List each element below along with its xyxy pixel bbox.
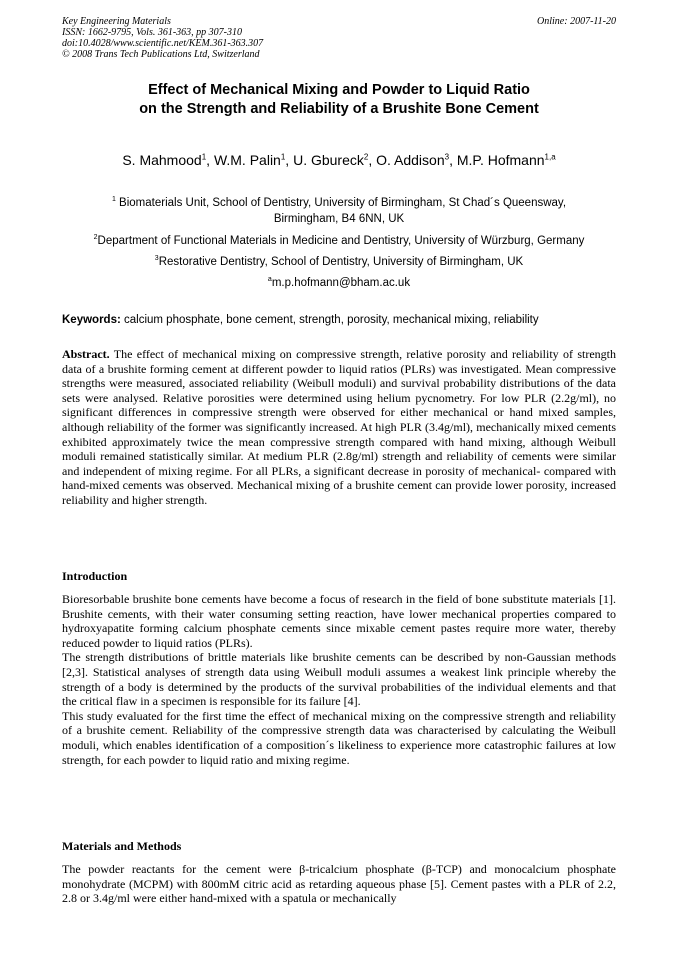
- keywords-text: calcium phosphate, bone cement, strength, porosity, mechanical mixing, reliability: [120, 314, 539, 326]
- affiliation-3: $^3$Restorative Dentistry, School of Dentistry, University of Birmingham, UK: [154, 255, 524, 268]
- author: M.P. Hofmann$^{1,a}$: [456, 152, 556, 168]
- affiliation-2: $^2$Department of Functional Materials in Medicine and Dentistry, University of Würzburg, Germany: [93, 234, 585, 247]
- keywords: [62, 313, 616, 327]
- section-heading-methods: Materials and Methods: [62, 839, 182, 853]
- abstract: [62, 347, 616, 508]
- corresponding-email: $^a$m.p.hofmann@bham.ac.uk: [267, 276, 411, 289]
- methods-body: [62, 862, 616, 906]
- author: S. Mahmood$^1$,: [122, 152, 214, 168]
- paragraph: Bioresorbable brushite bone cements have become a focus of research in the field of bone substitute materials [1]. Brushite cements, with their water consuming setting reaction, have lower mechanical properties compared to hydroxyapatite forming calcium phosphate cements since mixable cement pastes require more water, thereby reduced powder to liquid ratios (PLRs).: [62, 592, 616, 650]
- paragraph: The strength distributions of brittle materials like brushite cements can be described by non-Gaussian methods [2,3]. Statistical analyses of strength data using Weibull moduli assumes a weakest link principle whereby the strength of a body is determined by the products of the survival probabilities of the individual elements and that the critical flaw in a specimen is responsible for its failure [4].: [62, 650, 616, 709]
- paragraph: The powder reactants for the cement were β-tricalcium phosphate (β-TCP) and monocalcium phosphate monohydrate (MCPM) with 800mM citric acid as retarding aqueous phase [5]. Cement pastes with a PLR of 2.2, 2.8 or 3.4g/ml were either hand-mixed with a spatula or mechanically: [62, 862, 616, 906]
- journal-name: Key Engineering Materials: [62, 16, 171, 27]
- title-line-2: on the Strength and Reliability of a Brushite Bone Cement: [139, 101, 539, 117]
- title-line-1: Effect of Mechanical Mixing and Powder to Liquid Ratio: [148, 82, 530, 98]
- doi-line: doi:10.4028/www.scientific.net/KEM.361-363.307: [62, 38, 264, 49]
- author-list: [40, 151, 638, 169]
- author: W.M. Palin$^1$,: [213, 152, 294, 168]
- keywords-label: Keywords:: [62, 314, 121, 326]
- copyright-line: © 2008 Trans Tech Publications Ltd, Switzerland: [62, 49, 260, 60]
- abstract-text: The effect of mechanical mixing on compressive strength, relative porosity and reliability of strength data of a brushite forming cement at different powder to liquid ratios (PLRs) was investigated. Mean compressive strengths were measured, associated reliability (Weibull moduli) and survival probability distributions of the data sets were analysed. Relative porosities were determined using helium pycnometry. For low PLR (2.2g/ml), no significant differences in compressive strength were observed for either mechanical or hand mixed samples, although reliability of the former was significantly increased. At high PLR (3.4g/ml), mechanically mixed cements exhibited approximately twice the mean compressive strength compared with hand mixing, although Weibull moduli remained statistically similar. At medium PLR (2.8g/ml) strength and reliability of cements were similar and independent of mixing regime. For all PLRs, a significant decrease in porosity of mechanical- compared with hand-mixed cements was observed. Mechanical mixing of a brushite cement can provide lower porosity, increased reliability and higher strength.: [62, 347, 616, 507]
- journal-header: [62, 16, 263, 60]
- affiliation-1: $^1$ Biomaterials Unit, School of Dentistry, University of Birmingham, St Chad´s Queensway, Birmingham, B4 6NN, UK: [111, 196, 567, 225]
- section-heading-introduction: Introduction: [62, 569, 128, 583]
- paper-title: [40, 81, 638, 119]
- author: U. Gbureck$^2$,: [293, 152, 377, 168]
- abstract-label: Abstract.: [62, 347, 110, 361]
- issn-line: ISSN: 1662-9795, Vols. 361-363, pp 307-310: [62, 27, 242, 38]
- introduction-body: [62, 592, 616, 767]
- paragraph: This study evaluated for the first time the effect of mechanical mixing on the compressive strength and reliability of a brushite cement. Reliability of the compressive strength data was characterised by calculating the Weibull moduli, which enables identification of a composition´s likeliness to experience more catastrophic failures at low strength, for each powder to liquid ratio and mixing regime.: [62, 708, 616, 767]
- author: O. Addison$^3$,: [376, 152, 457, 168]
- online-date: Online: 2007-11-20: [537, 16, 616, 27]
